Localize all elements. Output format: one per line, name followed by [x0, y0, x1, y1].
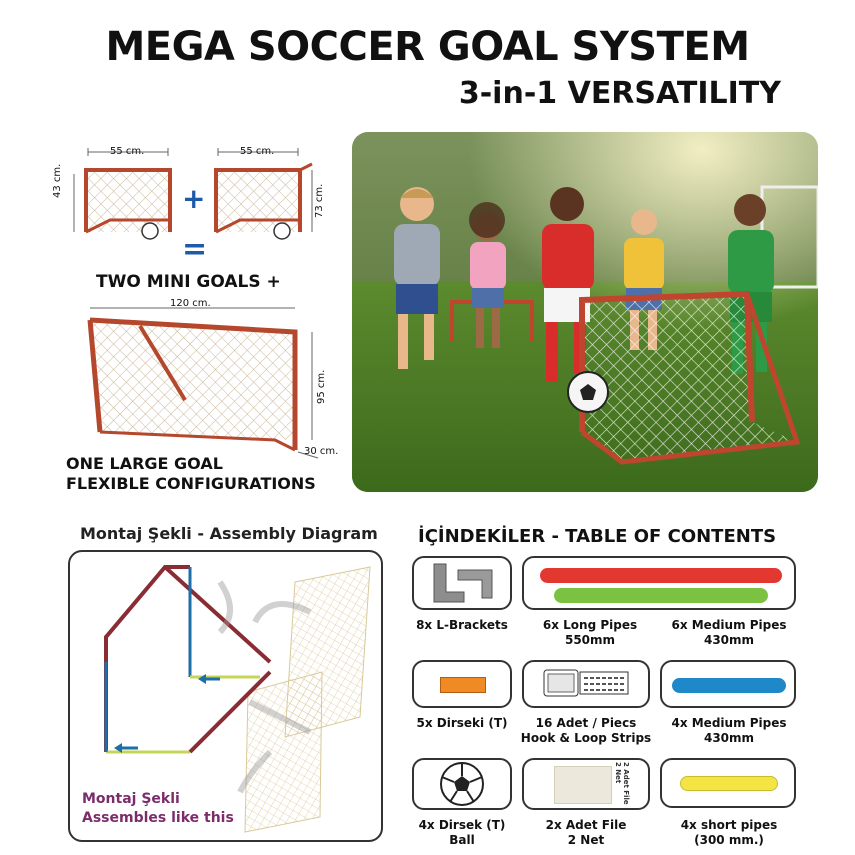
label-l-brackets: 8x L-Brackets [416, 618, 508, 632]
assembly-caption: Montaj Şekli Assembles like this [82, 791, 234, 826]
t-connector-orange-icon [440, 677, 486, 693]
subtitle: 3-in-1 VERSATILITY [458, 76, 781, 111]
long-pipe-red-icon [540, 568, 782, 583]
label-long-pipes: 6x Long Pipes 550mm [542, 618, 638, 647]
table-of-contents-title: İÇİNDEKİLER - TABLE OF CONTENTS [418, 526, 777, 547]
assembly-diagram-title: Montaj Şekli - Assembly Diagram [80, 524, 378, 543]
label-dirseki-t: 5x Dirseki (T) [416, 716, 508, 730]
medium-pipe-green-icon [554, 588, 768, 603]
label-nets: 2x Adet File 2 Net [545, 818, 627, 847]
tile-hook-loop-strips [522, 660, 650, 708]
tile-blue-pipes [660, 660, 796, 708]
soccer-ball-icon [414, 760, 510, 808]
equals-sign: = [182, 232, 208, 267]
plus-sign: + [182, 182, 206, 215]
mini-goal-right [216, 148, 312, 239]
mini-goal-width-right: 55 cm. [240, 146, 275, 157]
large-goal-width: 120 cm. [170, 298, 211, 309]
large-goal [90, 308, 318, 458]
short-pipe-yellow-icon [680, 776, 778, 791]
tile-dirseki-t [412, 660, 512, 708]
kids-playing-photo [352, 132, 818, 492]
large-goal-height: 95 cm. [316, 369, 327, 404]
goal-configurations-panel [50, 140, 350, 500]
l-bracket-icon [414, 558, 510, 608]
mini-goal-height-right: 73 cm. [314, 183, 325, 218]
label-medium-pipes-blue: 4x Medium Pipes 430mm [671, 716, 787, 745]
label-dirsek-ball: 4x Dirsek (T) Ball [418, 818, 506, 847]
main-title: MEGA SOCCER GOAL SYSTEM [105, 24, 750, 70]
tile-ball [412, 758, 512, 810]
two-mini-goals-label: TWO MINI GOALS + [96, 272, 281, 292]
label-hook-loop: 16 Adet / Piecs Hook & Loop Strips [520, 716, 652, 745]
large-goal-depth: 30 cm. [304, 446, 339, 457]
tile-long-medium-pipes [522, 556, 796, 610]
mini-goal-height-left: 43 cm. [52, 163, 63, 198]
net-sheet-icon [554, 766, 612, 804]
mini-goal-left [74, 148, 170, 239]
configurations-caption: FLEXIBLE CONFIGURATIONS [66, 474, 316, 493]
tile-nets [522, 758, 650, 810]
mini-goal-width-left: 55 cm. [110, 146, 145, 157]
tile-short-pipes [660, 758, 796, 808]
tile-l-brackets [412, 556, 512, 610]
large-goal-caption: ONE LARGE GOAL [66, 454, 223, 473]
hook-loop-strip-icon [524, 662, 648, 706]
assembly-diagram-box [68, 550, 383, 842]
label-medium-pipes-430: 6x Medium Pipes 430mm [671, 618, 787, 647]
label-short-pipes: 4x short pipes (300 mm.) [680, 818, 778, 847]
net-tile-label: 2 Adet File 2 Net [614, 762, 630, 805]
medium-pipe-blue-icon [672, 678, 786, 693]
